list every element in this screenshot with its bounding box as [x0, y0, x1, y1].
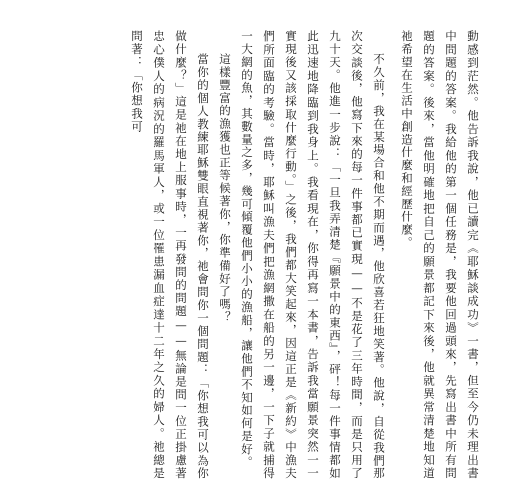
vertical-text-body — [40, 30, 490, 480]
paragraph-1: 動感到茫然。他告訴我說，他已讀完《耶穌談成功》一書，但至今仍未理出書中問題的答案。我給他的第一個任務是，我要他回過頭來，先寫出書中所有問題的答案。後來，當他明確地把自己的願景都記下來後，他就異常清楚地知道祂希望在生活中創造什麼和經歷什麼。 — [400, 30, 480, 480]
paragraph-4: 當你的個人教練耶穌雙眼直視著你，祂會問你一個問題：「你想我可以為你做什麼？」這是祂在地上服事時，一再發問的問題——無論是問一位正掛慮著忠心僕人的病況的羅馬軍人，或一位罹患漏血症達十二年之久的婦人。祂總是問著：「你想我可 — [130, 30, 210, 480]
paragraph-2: 不久前，我在某場合和他不期而遇，他欣喜若狂地笑著。他說，自從我們那次交談後，他寫下來的每一件事都已實現——不是花了三年時間，而是只用了九十天。他進一步說：「一旦我弄清楚『願景中的東西』，砰！每一件事情都如此迅速地降臨到我身上。我看現在，你得再寫一本書，告訴我當願景突然一一實現後又該採取什麼行動。」之後，我們都大笑起來，因這正是《新約》中漁夫們所面臨的考驗。當時，耶穌叫漁夫們把漁網撒在船的另一邊，一下子就捕得一大網的魚，其數量之多，幾可傾覆他們小小的漁船，讓他們不知如何是好。 — [240, 30, 386, 480]
paragraph-3: 這樣豐富的漁獲也正等候著你，你準備好了嗎？ — [218, 53, 232, 324]
